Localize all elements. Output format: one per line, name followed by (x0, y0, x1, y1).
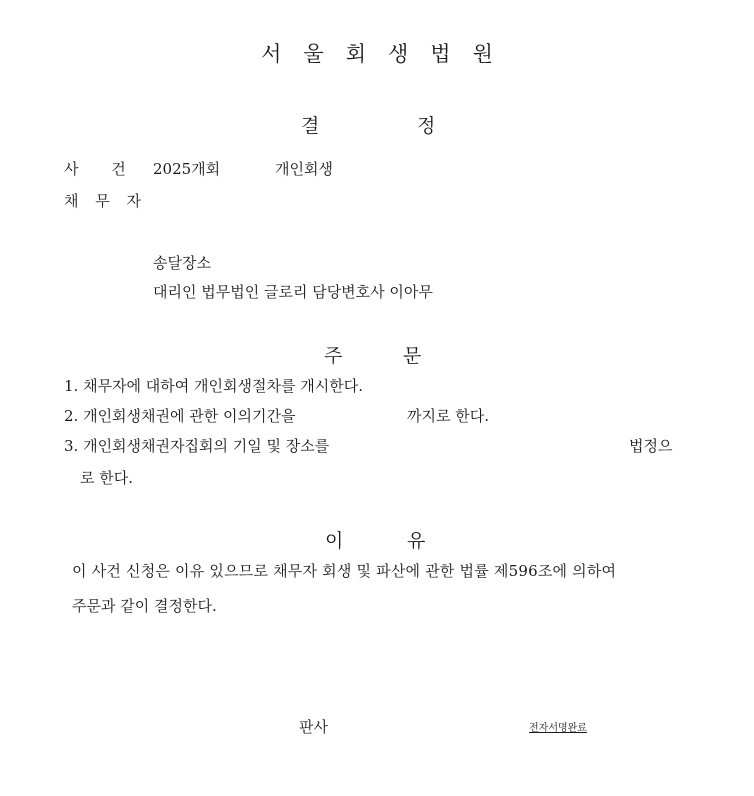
order-item-3-continued: 로 한다. (80, 469, 134, 487)
court-name: 서울회생법원 (261, 42, 515, 66)
legal-agent: 대리인 법무법인 글로리 담당변호사 이아무 (153, 283, 433, 301)
order-item-1: 1. 채무자에 대하여 개인회생절차를 개시한다. (64, 377, 363, 395)
judge-label: 판사 (299, 718, 328, 736)
case-label: 사 건 (64, 160, 140, 178)
case-type: 개인회생 (275, 160, 333, 178)
order-heading-left: 주 (324, 345, 343, 367)
reason-heading-left: 이 (325, 530, 344, 552)
decision-title-left: 결 (301, 115, 320, 137)
reason-heading-right: 유 (407, 530, 426, 552)
order-heading-right: 문 (403, 345, 422, 367)
decision-title-right: 정 (417, 115, 436, 137)
order-item-2-tail: 까지로 한다. (407, 407, 489, 425)
reason-line-2: 주문과 같이 결정한다. (72, 597, 217, 615)
reason-line-1: 이 사건 신청은 이유 있으므로 채무자 회생 및 파산에 관한 법률 제596조에 의하여 (72, 562, 617, 580)
order-item-3: 3. 개인회생채권자집회의 기일 및 장소를 (64, 437, 330, 455)
order-item-3-tail: 법정으 (629, 437, 673, 455)
debtor-label: 채 무 자 (64, 192, 148, 210)
electronic-signature-mark: 전자서명완료 (529, 723, 587, 734)
case-number: 2025개회 (153, 160, 221, 178)
service-address-label: 송달장소 (153, 254, 211, 272)
order-item-2: 2. 개인회생채권에 관한 이의기간을 (64, 407, 296, 425)
